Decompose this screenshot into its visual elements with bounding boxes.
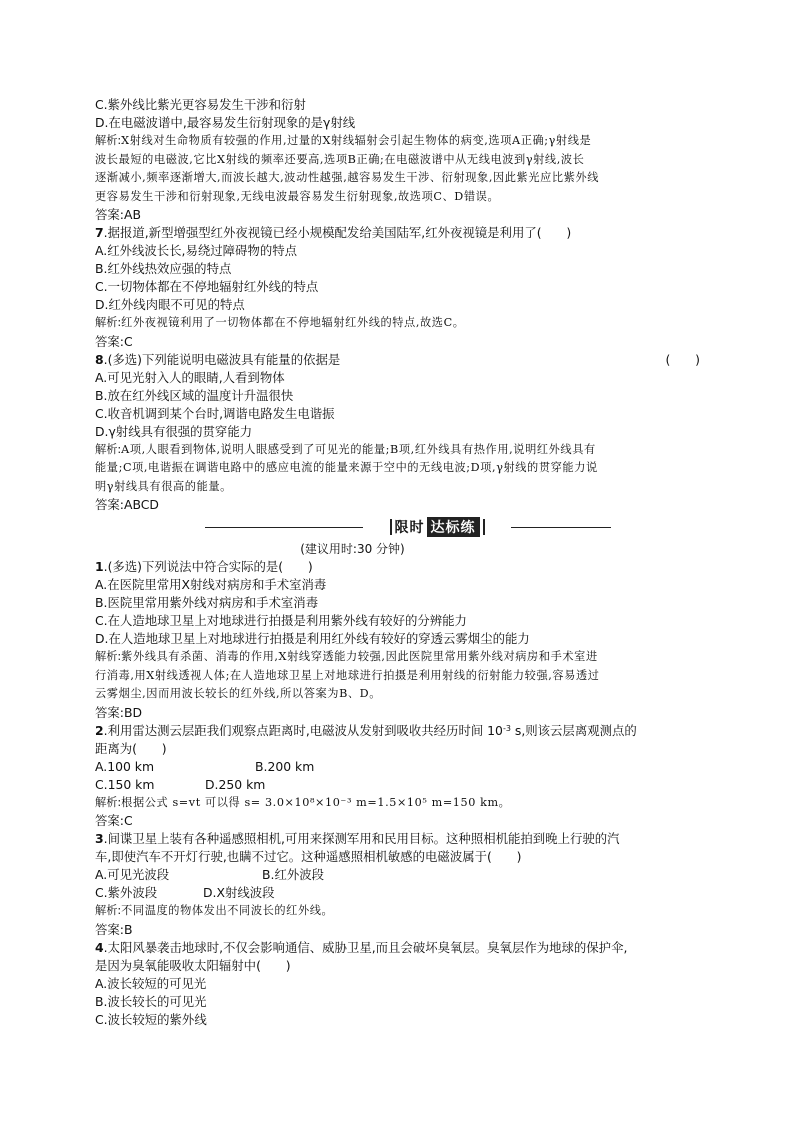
explanation-line: 云雾烟尘,因而用波长较长的红外线,所以答案为B、D。 [95, 687, 382, 700]
option-b: B.红外波段 [262, 867, 325, 882]
explanation-label: 解析: [95, 442, 122, 456]
explanation-label: 解析: [95, 650, 122, 663]
explanation-line: 逐渐减小,频率逐渐增大,而波长越大,波动性越强,越容易发生干涉、衍射现象,因此紫光应比紫外线 [95, 171, 600, 184]
option-c: C.波长较短的紫外线 [95, 1011, 207, 1027]
title-bar [390, 519, 392, 535]
answer-blank: ( ) [665, 351, 700, 367]
document-page [95, 96, 700, 1029]
question-stem: 7.据报道,新型增强型红外夜视镜已经小规模配发给美国陆军,红外夜视镜是利用了( ) [95, 225, 572, 240]
option-a: A.红外线波长长,易绕过障碍物的特点 [95, 243, 297, 258]
answer [95, 206, 700, 224]
answer-label: 答案: [95, 333, 124, 349]
divider-left [205, 527, 363, 528]
option-d: D.250 km [205, 776, 266, 792]
answer [95, 921, 700, 939]
answer-label: 答案: [95, 497, 124, 512]
answer-value: B [123, 921, 133, 937]
section-title-main: 限时 [394, 520, 425, 536]
section-header [95, 516, 700, 540]
option-row [95, 884, 700, 902]
explanation-label: 解析: [95, 795, 122, 809]
explanation-line: 波长最短的电磁波,它比X射线的频率还要高,选项B正确;在电磁波谱中从无线电波到γ射线,波长 [95, 152, 585, 166]
answer [95, 333, 700, 351]
explanation [95, 132, 700, 206]
option-c: C.紫外波段 [95, 885, 158, 900]
option-c: C.一切物体都在不停地辐射红外线的特点 [95, 279, 319, 294]
section-title [363, 516, 511, 538]
answer-label: 答案: [95, 207, 124, 222]
option-d: D.在人造地球卫星上对地球进行拍摄是利用红外线有较好的穿透云雾烟尘的能力 [95, 631, 530, 646]
answer-label: 答案: [95, 704, 124, 720]
suggested-time: (建议用时:30 分钟) [300, 542, 405, 556]
option-d: D.γ射线具有很强的贯穿能力 [95, 423, 253, 439]
explanation-line: 紫外线具有杀菌、消毒的作用,X射线穿透能力较强,因此医院里常用紫外线对病房和手术室进 [121, 650, 598, 663]
answer [95, 704, 700, 722]
option-d: D.红外线肉眼不可见的特点 [95, 297, 245, 312]
question-stem-line: 距离为( ) [95, 740, 167, 756]
explanation-label: 解析: [95, 134, 122, 147]
answer-value: AB [123, 207, 141, 222]
explanation-line: 不同温度的物体发出不同波长的红外线。 [121, 904, 334, 917]
option-b: B.波长较长的可见光 [95, 993, 207, 1009]
question-stem: 4.太阳风暴袭击地球时,不仅会影响通信、威胁卫星,而且会破坏臭氧层。臭氧层作为地球的保护伞, [95, 939, 628, 955]
explanation-line: X射线对生命物质有较强的作用,过量的X射线辐射会引起生物体的病变,选项A正确;γ射线是 [121, 134, 592, 147]
title-bar [483, 519, 485, 535]
option-b: B.医院里常用紫外线对病房和手术室消毒 [95, 595, 319, 610]
answer-label: 答案: [95, 813, 124, 828]
explanation-line: 根据公式 s=vt 可以得 s= 3.0×10⁸×10⁻³ m=1.5×10⁵ m=150 km。 [121, 795, 511, 809]
section-title-badge: 达标练 [427, 517, 480, 537]
answer-value: BD [123, 704, 143, 720]
question-number: 7 [95, 225, 104, 240]
explanation-line: A项,人眼看到物体,说明人眼感受到了可见光的能量;B项,红外线具有热作用,说明红外线具有 [121, 442, 596, 456]
question-stem: 8.(多选)下列能说明电磁波具有能量的依据是 ( ) [95, 351, 700, 367]
option-c: C.150 km [95, 776, 155, 792]
explanation [95, 794, 700, 813]
explanation [95, 314, 700, 333]
question-stem-line: 车,即使汽车不开灯行驶,也瞒不过它。这种遥感照相机敏感的电磁波属于( ) [95, 849, 522, 864]
explanation-line: 红外夜视镜利用了一切物体都在不停地辐射红外线的特点,故选C。 [121, 316, 465, 329]
question-stem: 2.利用雷达测云层距我们观察点距离时,电磁波从发射到吸收共经历时间 $10^{-3}$ s,则该云层离观测点的 [95, 722, 637, 738]
answer-label: 答案: [95, 921, 124, 937]
explanation-line: 能量;C项,电谐振在调谐电路中的感应电流的能量来源于空中的无线电波;D项,γ射线的贯穿能力说 [95, 461, 598, 474]
option-row [95, 758, 700, 776]
question-number: 2 [95, 722, 104, 738]
explanation-label: 解析: [95, 904, 122, 917]
option-c: C.在人造地球卫星上对地球进行拍摄是利用紫外线有较好的分辨能力 [95, 613, 467, 628]
explanation-line: 行消毒,用X射线透视人体;在人造地球卫星上对地球进行拍摄是利用射线的衍射能力较强,容易透过 [95, 668, 600, 682]
option-line: C.紫外线比紫光更容易发生干涉和衍射 [95, 97, 306, 112]
option-c: C.收音机调到某个台时,调谐电路发生电谐振 [95, 405, 335, 421]
option-row [95, 776, 700, 794]
option-b: B.放在红外线区域的温度计升温很快 [95, 387, 294, 403]
explanation-label: 解析: [95, 316, 122, 329]
option-row [95, 866, 700, 884]
option-a: A.在医院里常用X射线对病房和手术室消毒 [95, 577, 327, 592]
option-a: A.100 km [95, 758, 155, 774]
question-stem-line: 是因为臭氧能吸收太阳辐射中( ) [95, 957, 291, 973]
option-b: B.200 km [255, 758, 315, 774]
explanation [95, 441, 700, 497]
option-a: A.可见光波段 [95, 867, 170, 882]
answer [95, 496, 700, 514]
divider-right [511, 527, 611, 528]
answer-value: C [123, 333, 133, 349]
option-b: B.红外线热效应强的特点 [95, 261, 232, 276]
explanation-line: 更容易发生干涉和衍射现象,无线电波最容易发生衍射现象,故选项C、D错误。 [95, 189, 500, 203]
question-stem: 3.间谍卫星上装有各种遥感照相机,可用来探测军用和民用目标。这种照相机能拍到晚上行驶的汽 [95, 831, 620, 846]
option-d: D.X射线波段 [203, 885, 275, 900]
explanation [95, 902, 700, 921]
question-number: 4 [95, 939, 104, 955]
question-number: 3 [95, 831, 104, 846]
option-line: D.在电磁波谱中,最容易发生衍射现象的是γ射线 [95, 115, 356, 130]
explanation [95, 648, 700, 704]
answer-value: C [123, 813, 133, 828]
question-number: 8 [95, 351, 104, 367]
question-stem: 1.(多选)下列说法中符合实际的是( ) [95, 559, 313, 574]
answer [95, 812, 700, 830]
option-a: A.可见光射入人的眼睛,人看到物体 [95, 369, 285, 385]
explanation-line: 明γ射线具有很高的能量。 [95, 479, 232, 493]
option-a: A.波长较短的可见光 [95, 975, 207, 991]
question-number: 1 [95, 559, 104, 574]
answer-value: ABCD [123, 497, 159, 512]
